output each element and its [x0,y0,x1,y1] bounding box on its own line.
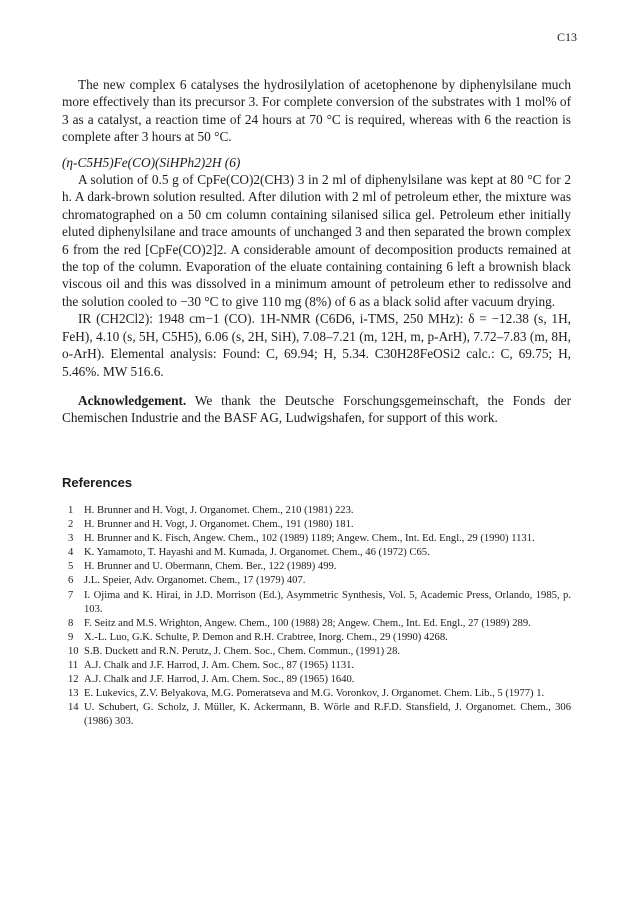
reference-item [62,701,571,729]
reference-number: 7 [68,589,74,601]
reference-text: X.-L. Luo, G.K. Schulte, P. Demon and R.H. Crabtree, Inorg. Chem., 29 (1990) 4268. [84,631,448,643]
reference-number: 14 [68,702,79,714]
reference-text: H. Brunner and U. Obermann, Chem. Ber., 122 (1989) 499. [84,561,337,573]
references-heading: References [62,475,133,490]
reference-number: 9 [68,631,74,643]
paragraph-synthesis: A solution of 0.5 g of CpFe(CO)2(CH3) 3 in 2 ml of diphenylsilane was kept at 80 °C for 2 h. A dark-brown solution resulted. After dilution with 2 ml of petroleum ether, the mixture was chromatographed on a 50 cm column containing silanised silica gel. Petroleum ether initially eluted diphenylsilane and trace amounts of unchanged 3 and then separated the brown complex 6 from the red [CpFe(CO)2]2. A considerable amount of decomposition products remained at the top of the column. Evaporation of the eluate containing containing 6 left a brownish black viscous oil and this was dissolved in a minimum amount of petroleum ether to redissolve and the solution cooled to −30 °C to give 110 mg (8%) of 6 as a black solid after vacuum drying. [62,172,571,309]
references-list [62,504,571,730]
reference-item [62,574,571,588]
reference-number: 3 [68,533,74,545]
reference-item [62,617,571,631]
reference-item [62,532,571,546]
reference-item [62,518,571,532]
reference-text: J.L. Speier, Adv. Organomet. Chem., 17 (1979) 407. [84,575,306,587]
reference-text: K. Yamamoto, T. Hayashi and M. Kumada, J. Organomet. Chem., 46 (1972) C65. [84,547,430,559]
reference-text: F. Seitz and M.S. Wrighton, Angew. Chem., 100 (1988) 28; Angew. Chem., Int. Ed. Engl., 27 (1989) 289. [84,617,531,629]
reference-text: H. Brunner and H. Vogt, J. Organomet. Chem., 191 (1980) 181. [84,519,354,531]
reference-number: 4 [68,547,74,559]
reference-item [62,687,571,701]
reference-text: A.J. Chalk and J.F. Harrod, J. Am. Chem. Soc., 89 (1965) 1640. [84,674,355,686]
acknowledgement-heading: Acknowledgement. [78,392,187,408]
reference-text: A.J. Chalk and J.F. Harrod, J. Am. Chem. Soc., 87 (1965) 1131. [84,660,355,672]
reference-item [62,659,571,673]
reference-text: I. Ojima and K. Hirai, in J.D. Morrison (Ed.), Asymmetric Synthesis, Vol. 5, Academic Press, Orlando, 1985, p. 103. [84,589,571,615]
acknowledgement-text: We thank the Deutsche Forschungsgemeinschaft, the Fonds der Chemischen Industrie and the BASF AG, Ludwigshafen, for support of this work. [62,392,571,426]
reference-text: H. Brunner and K. Fisch, Angew. Chem., 102 (1989) 1189; Angew. Chem., Int. Ed. Engl., 29 (1990) 1131. [84,533,535,545]
reference-number: 11 [68,660,79,672]
reference-number: 12 [68,674,79,686]
reference-item [62,560,571,574]
reference-item [62,631,571,645]
reference-text: S.B. Duckett and R.N. Perutz, J. Chem. Soc., Chem. Commun., (1991) 28. [84,645,401,657]
reference-number: 6 [68,575,74,587]
reference-number: 10 [68,645,79,657]
reference-item [62,589,571,617]
reference-number: 8 [68,617,74,629]
reference-number: 5 [68,561,74,573]
reference-text: E. Lukevics, Z.V. Belyakova, M.G. Pomeratseva and M.G. Voronkov, J. Organomet. Chem. Lib., 5 (1977) 1. [84,688,545,700]
paragraph-catalysis: The new complex 6 catalyses the hydrosilylation of acetophenone by diphenylsilane much more effectively than its precursor 3. For complete conversion of the substrates with 1 mol% of 3 as a catalyst, a reaction time of 24 hours at 70 °C is required, whereas with 6 the reaction is complete after 3 hours at 50 °C. [62,77,571,145]
reference-item [62,673,571,687]
reference-number: 13 [68,688,79,700]
reference-text: H. Brunner and H. Vogt, J. Organomet. Chem., 210 (1981) 223. [84,505,354,516]
reference-number: 2 [68,519,74,531]
main-text [62,76,571,427]
compound-heading: (η-C5H5)Fe(CO)(SiHPh2)2H (6) [62,154,241,170]
reference-item [62,645,571,659]
paragraph-characterization: IR (CH2Cl2): 1948 cm−1 (CO). 1H-NMR (C6D6, i-TMS, 250 MHz): δ = −12.38 (s, 1H, FeH), 4.10 (s, 5H, C5H5), 6.06 (s, 2H, SiH), 7.08–7.21 (m, 12H, m, p-ArH), 7.72–7.83 (m, 8H, o-ArH). Elemental analysis: Found: C, 69.94; H, 5.34. C30H28FeOSi2 calc.: C, 69.75; H, 5.46%. MW 516.6. [62,311,571,379]
reference-text: U. Schubert, G. Scholz, J. Müller, K. Ackermann, B. Wörle and R.F.D. Stansfield, J. Organomet. Chem., 306 (1986) 303. [84,702,571,728]
reference-item [62,504,571,518]
reference-number: 1 [68,505,74,516]
acknowledgement [62,392,571,427]
reference-item [62,546,571,560]
page-number: C13 [556,30,577,44]
